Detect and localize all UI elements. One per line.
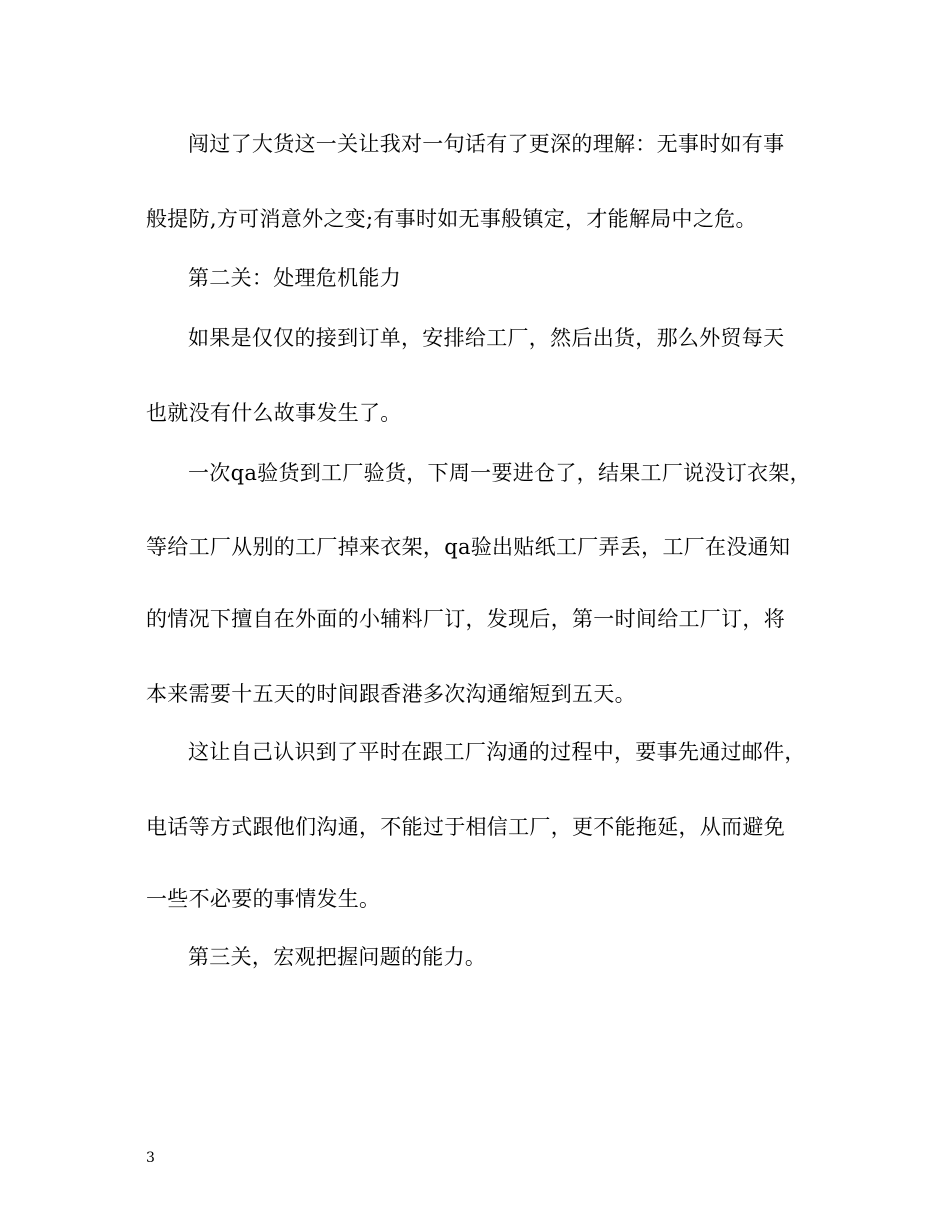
section-heading: 第二关：处理危机能力: [188, 266, 401, 290]
paragraph-line: 这让自己认识到了平时在跟工厂沟通的过程中，要事先通过邮件，: [188, 740, 806, 764]
section-heading: 第三关，宏观把握问题的能力。: [188, 945, 487, 969]
paragraph-line: 的情况下擅自在外面的小辅料厂订，发现后，第一时间给工厂订，将: [146, 607, 785, 631]
paragraph-line: 如果是仅仅的接到订单，安排给工厂，然后出货，那么外贸每天: [188, 326, 785, 350]
paragraph-line: 电话等方式跟他们沟通，不能过于相信工厂，更不能拖延，从而避免: [146, 815, 785, 839]
paragraph-line: 本来需要十五天的时间跟香港多次沟通缩短到五天。: [146, 682, 636, 706]
paragraph-line: 一些不必要的事情发生。: [146, 887, 381, 911]
paragraph-line: 闯过了大货这一关让我对一句话有了更深的理解：无事时如有事: [188, 132, 785, 156]
page-number: 3: [146, 1150, 155, 1166]
paragraph-line: 也就没有什么故事发生了。: [146, 401, 402, 425]
paragraph-line: 般提防,方可消意外之变;有事时如无事般镇定，才能解局中之危。: [146, 207, 757, 231]
paragraph-line: 一次qa验货到工厂验货，下周一要进仓了，结果工厂说没订衣架，: [188, 461, 811, 485]
paragraph-line: 等给工厂从别的工厂掉来衣架，qa验出贴纸工厂弄丢，工厂在没通知: [146, 535, 791, 559]
